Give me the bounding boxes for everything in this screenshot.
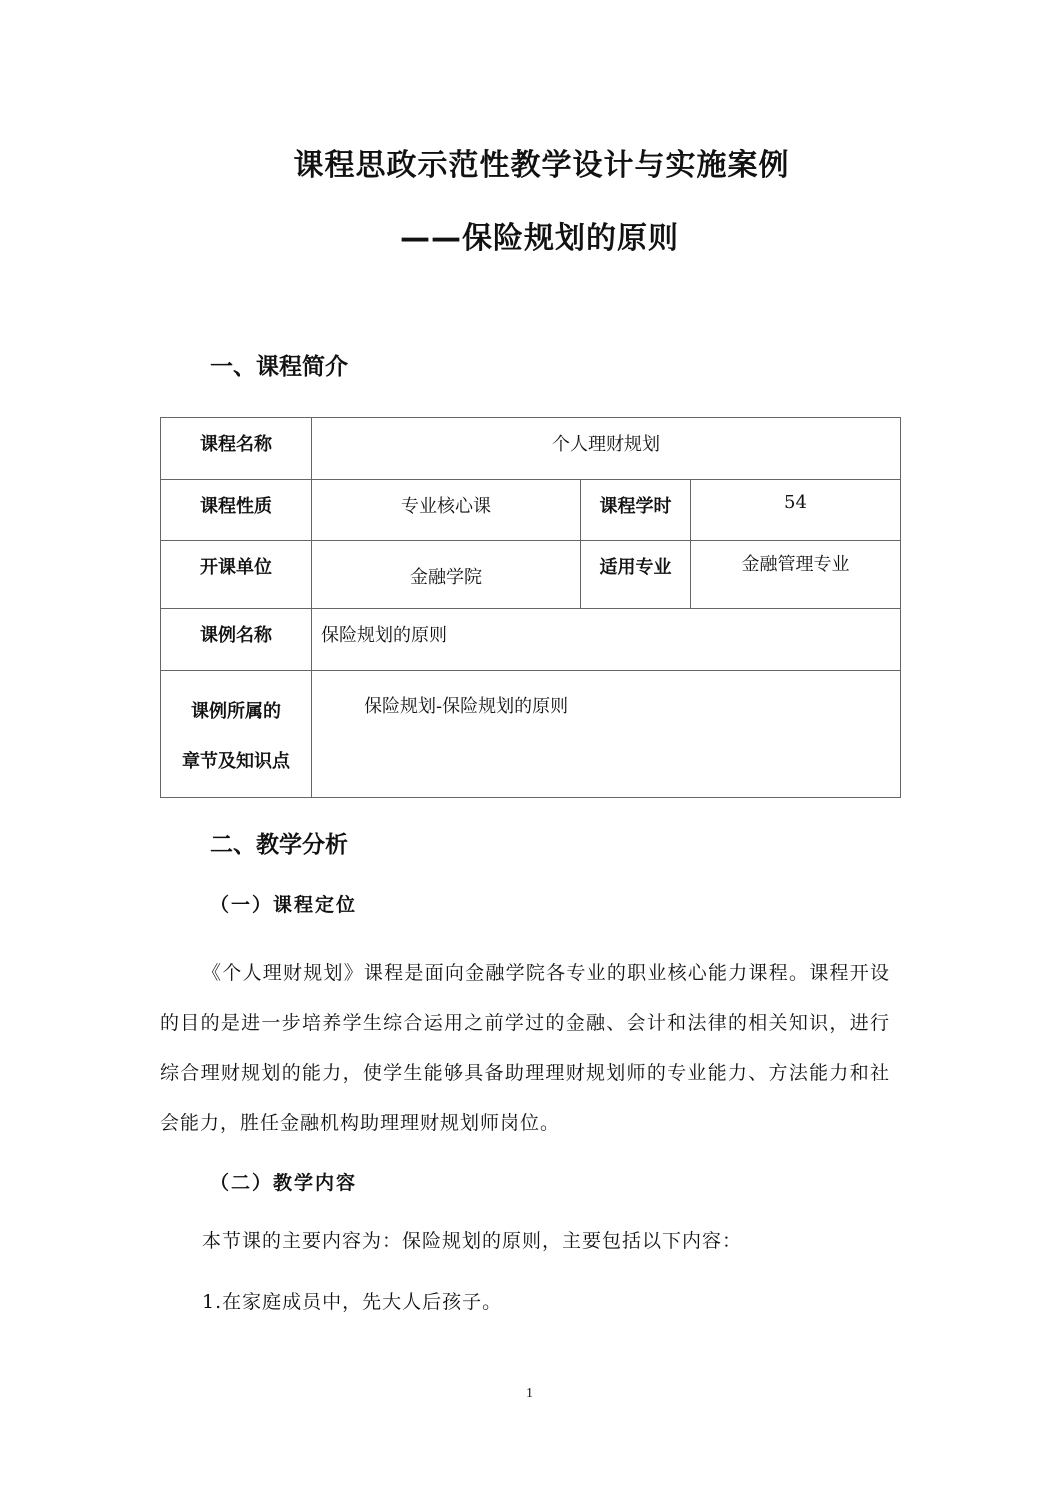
subheading-teaching-content: （二）教学内容 (210, 1172, 358, 1194)
section-heading-teaching-analysis: 二、教学分析 (210, 832, 348, 858)
course-hours-label: 课程学时 (599, 496, 672, 517)
table-row (161, 671, 901, 798)
course-hours-value: 54 (784, 492, 807, 513)
list-item: 1.在家庭成员中，先大人后孩子。 (202, 1291, 503, 1313)
chapter-label-line2: 章节及知识点 (182, 751, 290, 772)
chapter-label-line1: 课例所属的 (191, 701, 281, 722)
table-row (161, 609, 901, 671)
chapter-value: 保险规划-保险规划的原则 (364, 696, 569, 717)
teaching-content-intro: 本节课的主要内容为：保险规划的原则，主要包括以下内容： (202, 1230, 743, 1252)
course-nature-label: 课程性质 (200, 496, 272, 517)
table-row (161, 418, 901, 480)
document-title: 课程思政示范性教学设计与实施案例 (293, 148, 790, 183)
unit-label: 开课单位 (200, 557, 272, 578)
document-subtitle: ——保险规划的原则 (400, 221, 679, 256)
course-nature-value: 专业核心课 (401, 496, 491, 517)
course-name-value: 个人理财规划 (552, 434, 660, 455)
page-number: 1 (526, 1386, 533, 1401)
unit-value: 金融学院 (410, 567, 482, 588)
course-name-label: 课程名称 (200, 434, 272, 455)
table-row (161, 541, 901, 609)
course-positioning-paragraph: 《个人理财规划》课程是面向金融学院各专业的职业核心能力课程。课程开设的目的是进一步培养学生综合运用之前学过的金融、会计和法律的相关知识，进行综合理财规划的能力，使学生能够具备助理理财规划师的专业能力、方法能力和社会能力，胜任金融机构助理理财规划师岗位。 (160, 962, 890, 1134)
subheading-course-positioning: （一）课程定位 (210, 894, 358, 916)
section-heading-course-intro: 一、课程简介 (210, 354, 348, 380)
course-info-table (160, 417, 901, 798)
case-name-label: 课例名称 (200, 625, 272, 646)
table-row (161, 480, 901, 541)
major-value: 金融管理专业 (741, 554, 850, 575)
case-name-value: 保险规划的原则 (321, 625, 447, 646)
major-label: 适用专业 (599, 557, 672, 578)
